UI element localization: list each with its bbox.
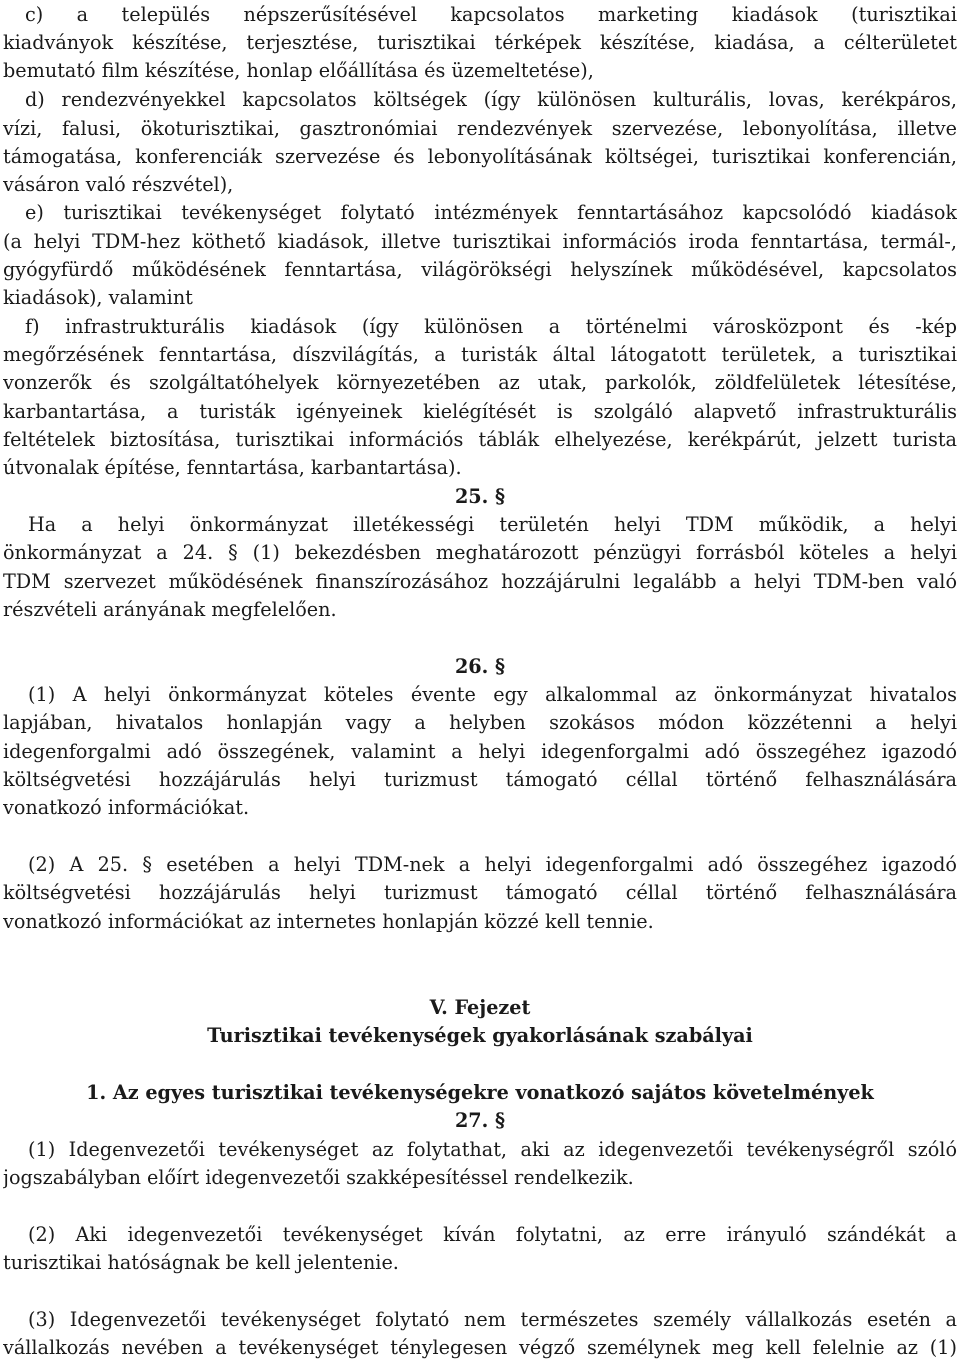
text-line: bemutató film készítése, honlap előállítása és üzemeltetése), — [3, 59, 594, 82]
text-line: kiadások), valamint — [3, 286, 193, 309]
text-line: (2) Aki idegenvezetői tevékenységet kíván folytatni, az erre irányuló szándékát a — [28, 1223, 957, 1246]
subsection-title: 1. Az egyes turisztikai tevékenységekre vonatkozó sajátos követelmények — [86, 1081, 874, 1104]
text-line: költségvetési hozzájárulás helyi turizmust támogató céllal történő felhasználására — [3, 881, 957, 904]
text-line: Ha a helyi önkormányzat illetékességi területén helyi TDM működik, a helyi — [28, 513, 957, 536]
text-line: e) turisztikai tevékenységet folytató intézmények fenntartásához kapcsolódó kiadások — [25, 201, 957, 224]
text-line: karbantartása, a turisták igényeinek kielégítését is szolgáló alapvető infrastrukturális — [3, 400, 957, 423]
text-line: önkormányzat a 24. § (1) bekezdésben meghatározott pénzügyi forrásból köteles a helyi — [3, 541, 957, 564]
text-line: gyógyfürdő működésének fenntartása, világörökségi helyszínek működésével, kapcsolatos — [3, 258, 957, 281]
text-line: turisztikai hatóságnak be kell jelentenie. — [3, 1251, 399, 1274]
text-line: (3) Idegenvezetői tevékenységet folytató nem természetes személy vállalkozás esetén a — [28, 1308, 957, 1331]
text-line: részvételi arányának megfelelően. — [3, 598, 337, 621]
text-line: (1) Idegenvezetői tevékenységet az folytathat, aki az idegenvezetői tevékenységről szóló — [28, 1138, 957, 1161]
text-line: vonzerők és szolgáltatóhelyek környezetében az utak, parkolók, zöldfelületek létesítése, — [3, 371, 957, 394]
text-line: útvonalak építése, fenntartása, karbantartása). — [3, 456, 462, 479]
text-line: vásáron való részvétel), — [3, 173, 234, 196]
text-line: költségvetési hozzájárulás helyi turizmust támogató céllal történő felhasználására — [3, 768, 957, 791]
text-line: f) infrastrukturális kiadások (így különösen a történelmi városközpont és -kép — [25, 315, 957, 338]
text-line: vonatkozó információkat az internetes honlapján közzé kell tennie. — [3, 910, 654, 933]
section-heading-25: 25. § — [454, 485, 506, 508]
text-line: megőrzésének fenntartása, díszvilágítás, a turisták által látogatott területek, a turisztikai — [3, 343, 957, 366]
chapter-number: V. Fejezet — [429, 996, 531, 1019]
text-line: (a helyi TDM-hez köthető kiadások, illetve turisztikai információs iroda fenntartása, termál-, — [3, 230, 957, 253]
section-heading-26: 26. § — [454, 655, 506, 678]
text-line: c) a település népszerűsítésével kapcsolatos marketing kiadások (turisztikai — [25, 3, 957, 26]
section-heading-27: 27. § — [454, 1109, 506, 1132]
text-line: vonatkozó információkat. — [3, 796, 250, 819]
text-line: idegenforgalmi adó összegének, valamint a helyi idegenforgalmi adó összegéhez igazodó — [3, 740, 957, 763]
text-line: támogatása, konferenciák szervezése és lebonyolításának költségei, turisztikai konferencián, — [3, 145, 957, 168]
text-line: lapjában, hivatalos honlapján vagy a helyben szokásos módon közzétenni a helyi — [3, 711, 957, 734]
text-line: feltételek biztosítása, turisztikai információs táblák elhelyezése, kerékpárút, jelzett turista — [3, 428, 957, 451]
text-line: kiadványok készítése, terjesztése, turisztikai térképek készítése, kiadása, a célterületet — [3, 31, 957, 54]
text-line: TDM szervezet működésének finanszírozásához hozzájárulni legalább a helyi TDM-ben való — [3, 570, 957, 593]
text-line: (2) A 25. § esetében a helyi TDM-nek a helyi idegenforgalmi adó összegéhez igazodó — [28, 853, 957, 876]
text-line: d) rendezvényekkel kapcsolatos költségek (így különösen kulturális, lovas, kerékpáros, — [25, 88, 957, 111]
text-line: vízi, falusi, ökoturisztikai, gasztronómiai rendezvények szervezése, lebonyolítása, illetve — [3, 117, 957, 140]
chapter-title: Turisztikai tevékenységek gyakorlásának szabályai — [207, 1024, 753, 1047]
text-line: jogszabályban előírt idegenvezetői szakképesítéssel rendelkezik. — [3, 1166, 634, 1189]
text-line: (1) A helyi önkormányzat köteles évente egy alkalommal az önkormányzat hivatalos — [28, 683, 957, 706]
text-line: vállalkozás nevében a tevékenységet ténylegesen végző személynek meg kell felelnie az (1) — [3, 1336, 957, 1359]
